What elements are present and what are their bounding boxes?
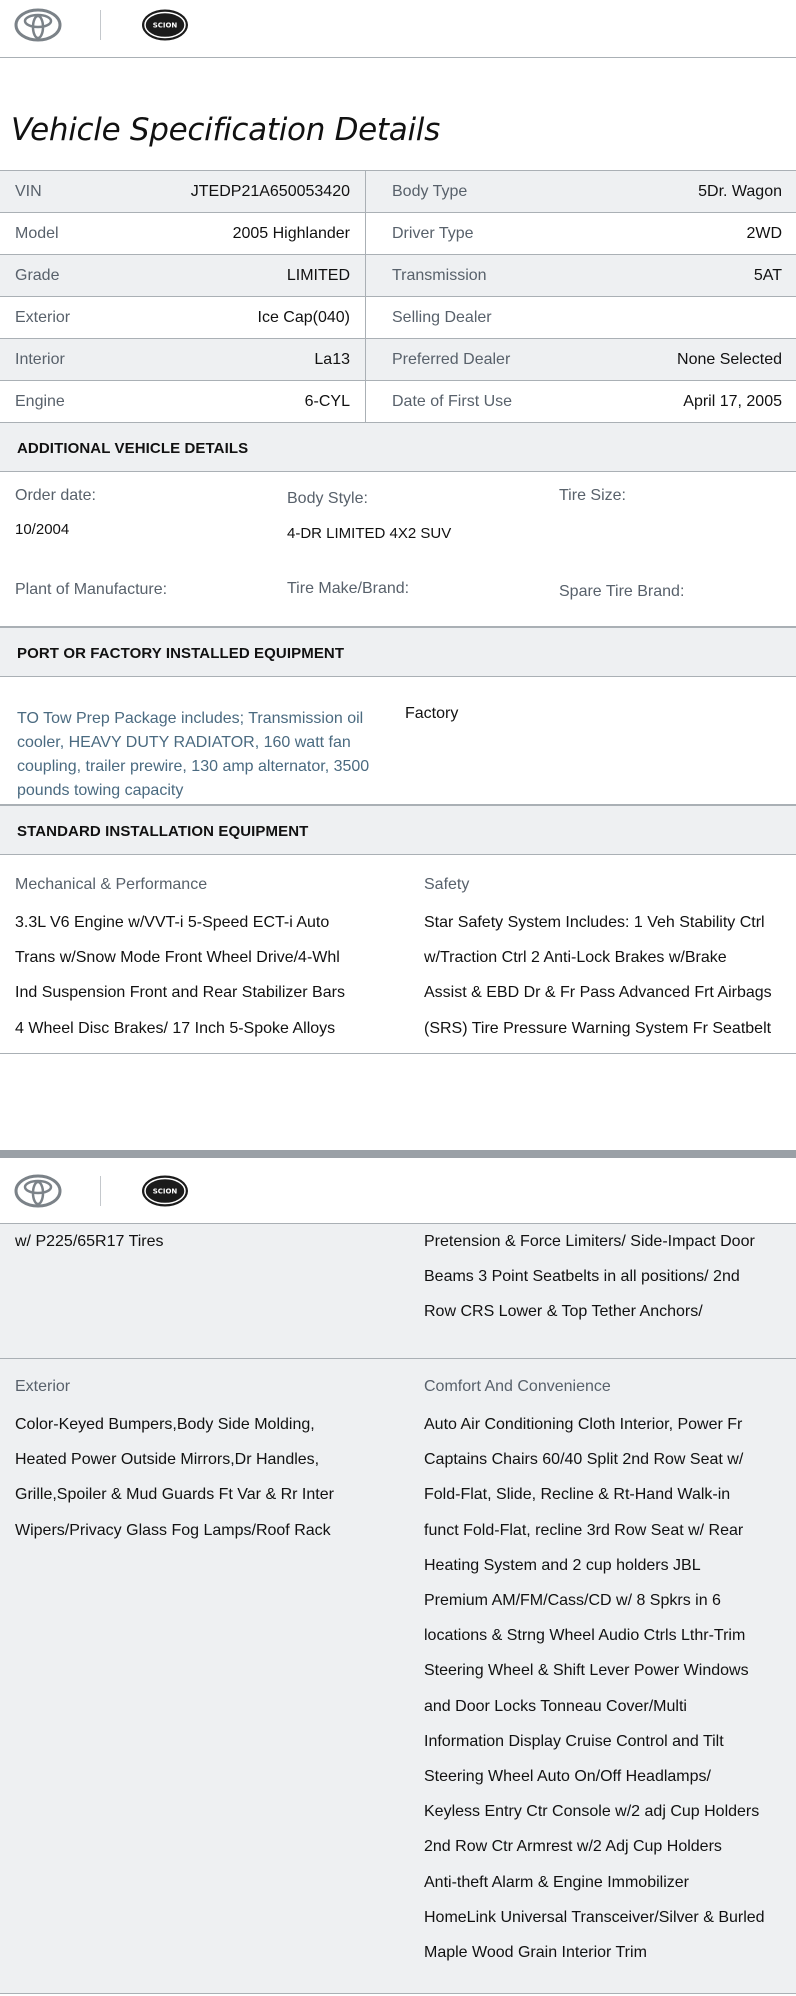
spec-value: JTEDP21A650053420 xyxy=(190,182,350,200)
comfort-title: Comfort And Convenience xyxy=(424,1378,611,1395)
spec-cell xyxy=(366,381,796,422)
spec-label: Exterior xyxy=(15,308,71,326)
text-line: Grille,Spoiler & Mud Guards Ft Var & Rr Inter xyxy=(15,1486,334,1504)
section-header-port xyxy=(0,627,796,677)
spec-value: 5AT xyxy=(753,266,782,284)
spec-value: 2005 Highlander xyxy=(232,224,350,242)
safety-title: Safety xyxy=(424,876,470,893)
text-line: Maple Wood Grain Interior Trim xyxy=(424,1944,647,1962)
section-header-additional xyxy=(0,422,796,472)
text-line: Row CRS Lower & Top Tether Anchors/ xyxy=(424,1303,703,1321)
text-line: 4 Wheel Disc Brakes/ 17 Inch 5-Spoke Alloys xyxy=(15,1019,336,1037)
port-install-type: Factory xyxy=(405,705,459,722)
text-line: Star Safety System Includes: 1 Veh Stability Ctrl xyxy=(424,914,765,931)
text-line: Beams 3 Point Seatbelts in all positions/ 2nd xyxy=(424,1268,740,1286)
order-date-label: Order date: xyxy=(15,487,96,504)
page-title: Vehicle Specification Details xyxy=(11,112,440,148)
comfort-text xyxy=(424,1407,765,1970)
spec-label: Model xyxy=(15,224,59,242)
exterior-text xyxy=(15,1407,334,1548)
tire-make-label: Tire Make/Brand: xyxy=(287,580,410,597)
text-line: Heated Power Outside Mirrors,Dr Handles, xyxy=(15,1451,320,1469)
mechanical-text xyxy=(15,905,345,1046)
page-header xyxy=(0,0,796,58)
text-line: Color-Keyed Bumpers,Body Side Molding, xyxy=(15,1416,315,1433)
port-description: TO Tow Prep Package includes; Transmission oil cooler, HEAVY DUTY RADIATOR, 160 watt fan coupling, trailer prewire, 130 amp alternator, 3500 pounds towing capacity xyxy=(17,710,370,799)
spec-label: Interior xyxy=(15,350,65,368)
spec-cell xyxy=(366,213,796,254)
toyota-logo-icon xyxy=(14,1174,62,1208)
spec-cell xyxy=(0,255,366,296)
additional-details xyxy=(0,473,796,627)
body-style-label: Body Style: xyxy=(287,490,368,507)
text-line: Anti-theft Alarm & Engine Immobilizer xyxy=(424,1873,689,1891)
order-date-value: 10/2004 xyxy=(15,521,70,538)
mechanical-title: Mechanical & Performance xyxy=(15,876,208,893)
spec-value: 5Dr. Wagon xyxy=(698,182,782,200)
text-line: Information Display Cruise Control and Tilt xyxy=(424,1732,724,1750)
spec-row xyxy=(0,339,796,381)
spec-cell xyxy=(366,255,796,296)
spec-cell xyxy=(0,381,366,422)
spec-cell xyxy=(366,297,796,338)
spec-label: VIN xyxy=(15,182,42,200)
logo-divider xyxy=(100,1176,101,1206)
spec-row xyxy=(0,381,796,423)
spec-value: None Selected xyxy=(677,350,782,368)
spec-label: Engine xyxy=(15,392,65,410)
spec-cell xyxy=(366,339,796,380)
spec-cell xyxy=(366,171,796,212)
text-line: w/Traction Ctrl 2 Anti-Lock Brakes w/Brake xyxy=(424,949,727,967)
scion-logo-icon xyxy=(140,1174,190,1208)
svg-text:SCION: SCION xyxy=(152,21,178,30)
text-line: (SRS) Tire Pressure Warning System Fr Seatbelt xyxy=(424,1019,772,1037)
spec-row xyxy=(0,213,796,255)
spec-table xyxy=(0,170,796,423)
scion-logo-icon xyxy=(140,8,190,42)
divider xyxy=(0,1053,796,1054)
exterior-title: Exterior xyxy=(15,1378,71,1395)
plant-label: Plant of Manufacture: xyxy=(15,581,168,598)
page-break xyxy=(0,1150,796,1158)
spec-value: Ice Cap(040) xyxy=(257,308,350,326)
spec-label: Body Type xyxy=(392,182,468,200)
text-line: Heating System and 2 cup holders JBL xyxy=(424,1556,701,1574)
logo-divider xyxy=(100,10,101,40)
spec-value: April 17, 2005 xyxy=(683,392,782,410)
text-line: locations & Strng Wheel Audio Ctrls Lthr-Trim xyxy=(424,1627,746,1645)
spare-tire-label: Spare Tire Brand: xyxy=(559,583,685,600)
section-title: STANDARD INSTALLATION EQUIPMENT xyxy=(17,823,309,840)
text-line: Steering Wheel & Shift Lever Power Windows xyxy=(424,1662,749,1680)
port-equipment-row xyxy=(0,677,796,805)
spec-row xyxy=(0,171,796,213)
spec-label: Preferred Dealer xyxy=(392,350,511,368)
spec-value: La13 xyxy=(314,350,350,368)
spec-label: Grade xyxy=(15,266,60,284)
text-line: Trans w/Snow Mode Front Wheel Drive/4-Whl xyxy=(15,949,340,967)
spec-value: LIMITED xyxy=(286,266,350,284)
spec-row xyxy=(0,255,796,297)
spec-cell xyxy=(0,339,366,380)
safety-text xyxy=(424,905,772,1046)
section-title: ADDITIONAL VEHICLE DETAILS xyxy=(17,440,249,457)
text-line: Ind Suspension Front and Rear Stabilizer Bars xyxy=(15,984,345,1002)
text-line: Pretension & Force Limiters/ Side-Impact Door xyxy=(424,1233,755,1250)
text-line: w/ P225/65R17 Tires xyxy=(15,1233,164,1250)
text-line: and Door Locks Tonneau Cover/Multi xyxy=(424,1697,687,1715)
divider xyxy=(0,1993,796,1994)
tire-size-label: Tire Size: xyxy=(559,487,626,504)
spec-cell xyxy=(0,297,366,338)
spec-label: Transmission xyxy=(392,266,487,284)
text-line: Fold-Flat, Slide, Recline & Rt-Hand Walk-in xyxy=(424,1486,731,1504)
text-line: Auto Air Conditioning Cloth Interior, Power Fr xyxy=(424,1416,743,1433)
spec-label: Selling Dealer xyxy=(392,308,492,326)
section-header-standard xyxy=(0,805,796,855)
text-line: 2nd Row Ctr Armrest w/2 Adj Cup Holders xyxy=(424,1838,722,1856)
text-line: Captains Chairs 60/40 Split 2nd Row Seat w/ xyxy=(424,1451,744,1469)
text-line: funct Fold-Flat, recline 3rd Row Seat w/ Rear xyxy=(424,1521,744,1539)
text-line: Wipers/Privacy Glass Fog Lamps/Roof Rack xyxy=(15,1521,331,1539)
svg-text:SCION: SCION xyxy=(152,1187,178,1196)
spec-value: 2WD xyxy=(746,224,782,242)
spec-label: Driver Type xyxy=(392,224,474,242)
spec-row xyxy=(0,297,796,339)
spec-cell xyxy=(0,213,366,254)
spec-label: Date of First Use xyxy=(392,392,513,410)
text-line: Assist & EBD Dr & Fr Pass Advanced Frt Airbags xyxy=(424,984,772,1002)
spec-cell xyxy=(0,171,366,212)
text-line: HomeLink Universal Transceiver/Silver & Burled xyxy=(424,1908,765,1926)
text-line: Steering Wheel Auto On/Off Headlamps/ xyxy=(424,1768,711,1786)
text-line: Premium AM/FM/Cass/CD w/ 8 Spkrs in 6 xyxy=(424,1592,721,1610)
spec-value: 6-CYL xyxy=(304,392,350,410)
text-line: 3.3L V6 Engine w/VVT-i 5-Speed ECT-i Auto xyxy=(15,914,330,931)
text-line: Keyless Entry Ctr Console w/2 adj Cup Holders xyxy=(424,1803,760,1821)
safety-text-continued xyxy=(424,1224,755,1330)
mechanical-text-continued xyxy=(15,1224,164,1259)
page-header xyxy=(0,1166,796,1224)
body-style-value: 4-DR LIMITED 4X2 SUV xyxy=(287,525,452,542)
section-title: PORT OR FACTORY INSTALLED EQUIPMENT xyxy=(17,645,345,662)
toyota-logo-icon xyxy=(14,8,62,42)
